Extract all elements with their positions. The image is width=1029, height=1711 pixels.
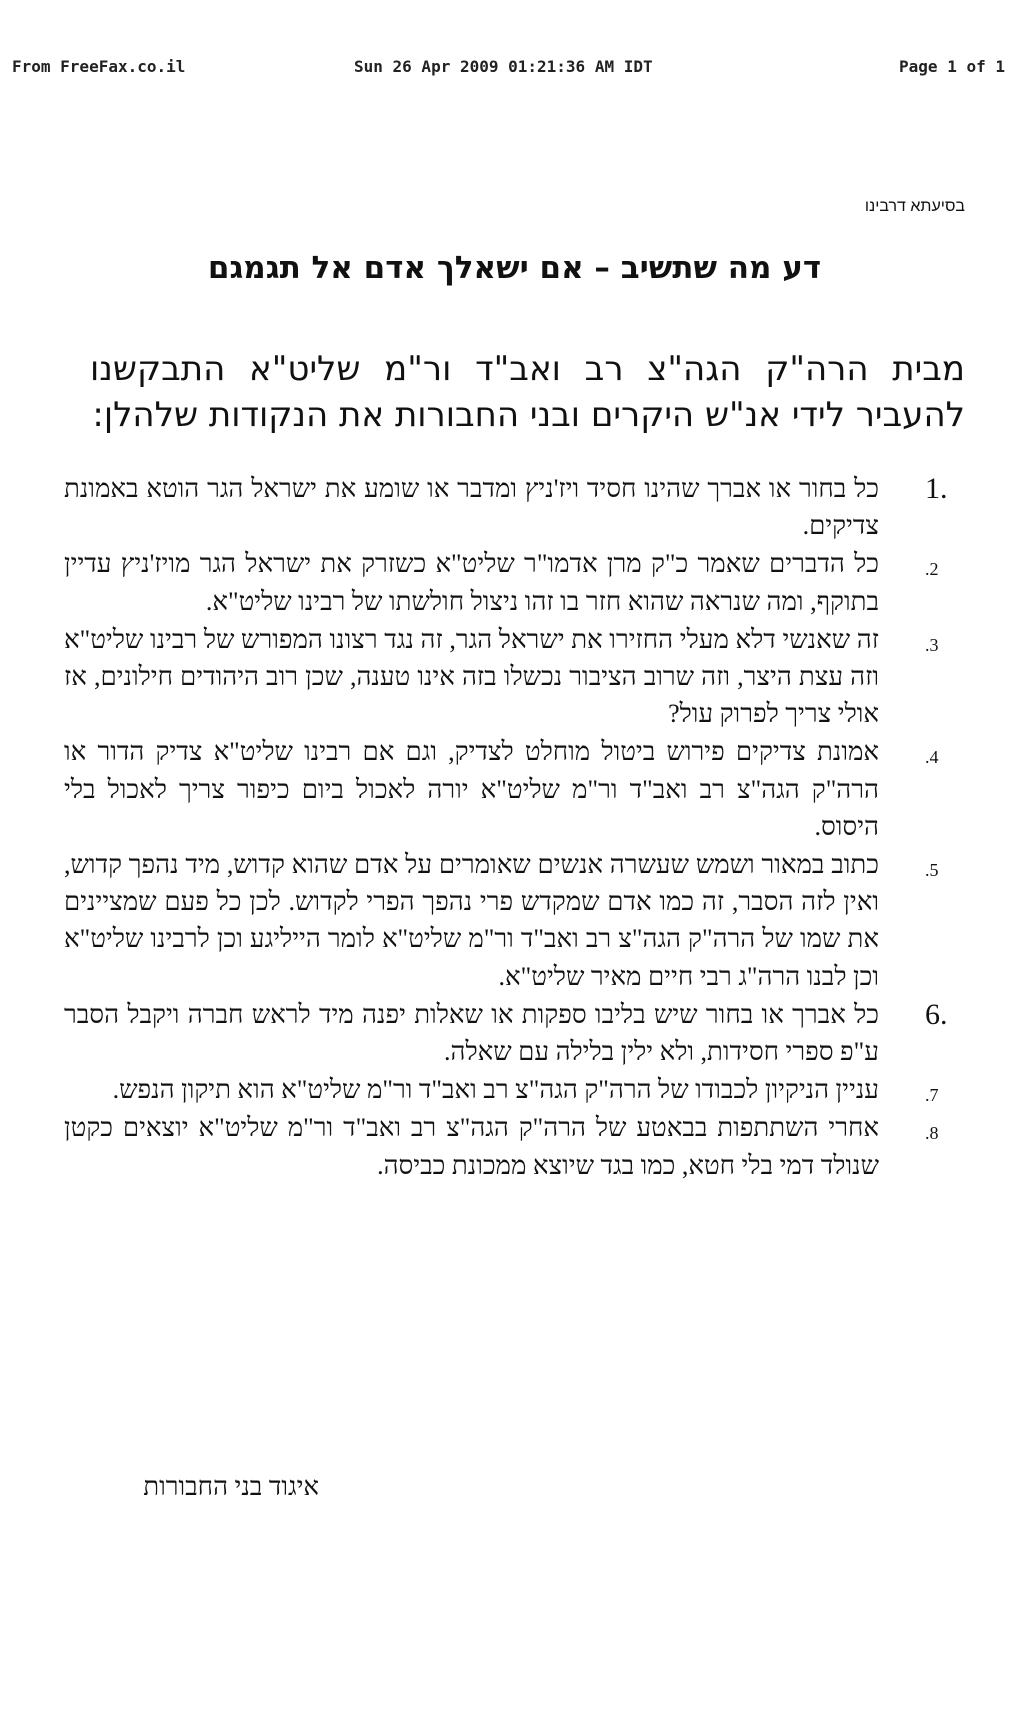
point-number: .7	[925, 1085, 939, 1106]
point-number: .8	[925, 1123, 939, 1144]
fax-sender: From FreeFax.co.il	[12, 57, 186, 76]
point-item	[65, 1109, 965, 1183]
point-number: 1.	[925, 472, 948, 505]
point-number: .2	[925, 559, 939, 580]
point-text: כתוב במאור ושמש שעשרה אנשים שאומרים על אדם שהוא קדוש, מיד נהפך קדוש, ואין לזה הסבר, זה כמו אדם שמקדש פרי נהפך הפרי לקדוש. לכן כל פעם שמציינים את שמו של הרה"ק הגה"צ רב ואב"ד ור"מ שליט"א לומר הייליגע וכן לרבינו שליט"א וכן לבנו הרה"ג רבי חיים מאיר שליט"א.	[64, 850, 879, 991]
letter-intro: מבית הרה"ק הגה"צ רב ואב"ד ור"מ שליט"א התבקשנו להעביר לידי אנ"ש היקרים ובני החבורות את הנקודות שלהלן:	[90, 349, 965, 435]
fax-timestamp: Sun 26 Apr 2009 01:21:36 AM IDT	[354, 57, 653, 76]
point-item	[65, 1071, 965, 1108]
blessing-line: בסיעתא דרבינו	[864, 198, 965, 215]
point-number: .5	[925, 860, 939, 881]
point-item	[65, 545, 965, 619]
points-list	[65, 470, 965, 1185]
point-text: אמונת צדיקים פירוש ביטול מוחלט לצדיק, וגם אם רבינו שליט"א צדיק הדור או הרה"ק הגה"צ רב ואב"ד ור"מ שליט"א יורה לאכול ביום כיפור צריך לאכול בלי היסוס.	[64, 737, 879, 841]
point-text: כל הדברים שאמר כ"ק מרן אדמו"ר שליט"א כשזרק את ישראל הגר מויז'ניץ עדיין בתוקף, ומה שנראה שהוא חזר בו זהו ניצול חולשתו של רבינו שליט"א.	[64, 549, 879, 616]
point-text: זה שאנשי דלא מעלי החזירו את ישראל הגר, זה נגד רצונו המפורש של רבינו שליט"א וזה עצת היצר, וזה שרוב הציבור נכשלו בזה אינו טענה, שכן רוב היהודים חילונים, אז אולי צריך לפרוק עול?	[64, 624, 879, 729]
point-item	[65, 470, 965, 544]
letter-title: דע מה שתשיב – אם ישאלך אדם אל תגמגם	[207, 250, 822, 286]
point-text: עניין הניקיון לכבודו של הרה"ק הגה"צ רב ואב"ד ור"מ שליט"א הוא תיקון הנפש.	[112, 1075, 879, 1105]
point-number: 6.	[925, 997, 948, 1031]
point-text: כל בחור או אברך שהינו חסיד ויז'ניץ ומדבר או שומע את ישראל הגר הוטא באמונת צדיקים.	[64, 474, 879, 541]
point-text: כל אברך או בחור שיש בליבו ספקות או שאלות יפנה מיד לראש חברה ויקבל הסבר ע"פ ספרי חסידות, ולא ילין בלילה עם שאלה.	[64, 999, 879, 1067]
point-item	[65, 846, 965, 995]
letter-signature: איגוד בני החבורות	[143, 1472, 319, 1501]
point-number: .4	[925, 747, 939, 768]
point-item	[65, 621, 965, 733]
point-text: אחרי השתתפות בבאטע של הרה"ק הגה"צ רב ואב"ד ור"מ שליט"א יוצאים כקטן שנולד דמי בלי חטא, כמו בגד שיוצא ממכונת כביסה.	[64, 1113, 879, 1180]
fax-header	[12, 57, 1005, 81]
point-number: .3	[925, 634, 939, 655]
point-item	[65, 733, 965, 845]
point-item	[65, 996, 965, 1070]
fax-page-count: Page 1 of 1	[899, 57, 1005, 76]
